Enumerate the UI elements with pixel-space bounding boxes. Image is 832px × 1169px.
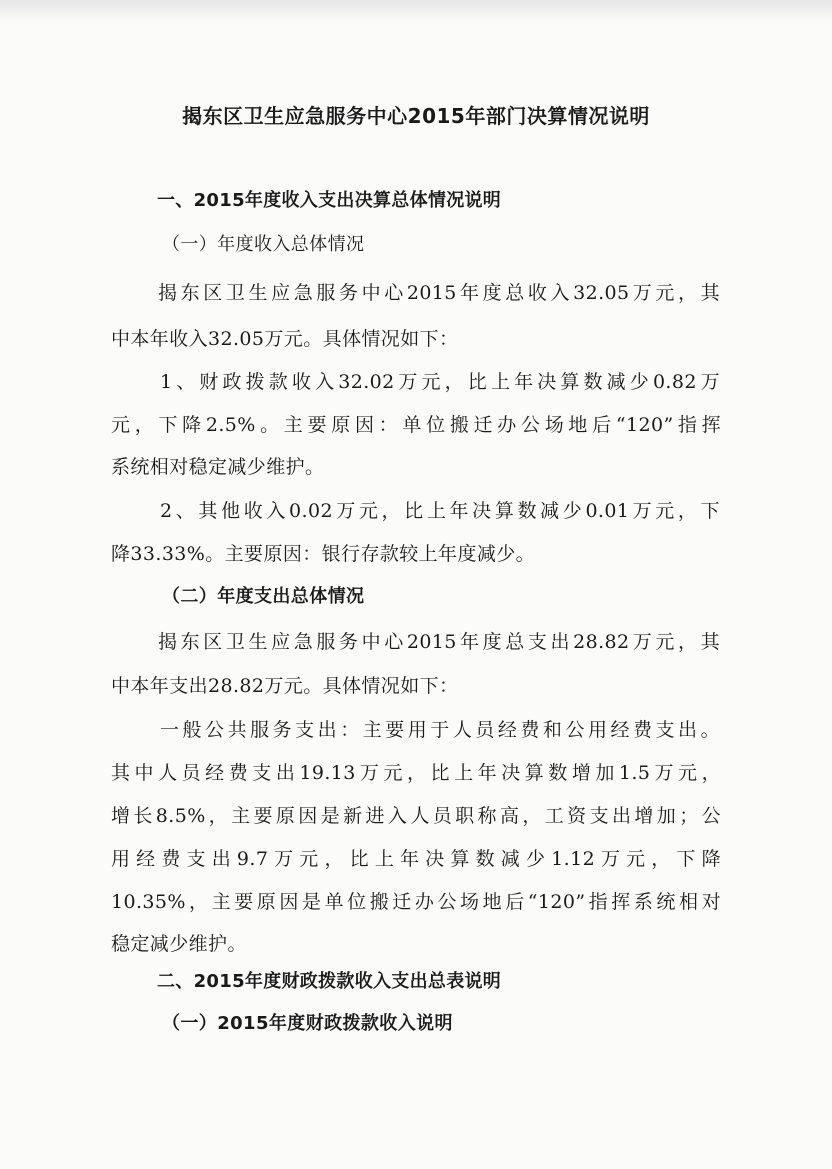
paragraph-line: 揭东区卫生应急服务中心2015年度总支出28.82万元，其 (158, 631, 720, 653)
paragraph-line: 1、财政拨款收入32.02万元，比上年决算数减少0.82万 (160, 371, 720, 393)
subsection-heading-income: （一）年度收入总体情况 (162, 234, 365, 255)
scan-edge (0, 0, 832, 22)
paragraph-line: 一般公共服务支出：主要用于人员经费和公用经费支出。 (160, 719, 720, 741)
section-heading-2: 二、2015年度财政拨款收入支出总表说明 (157, 971, 502, 992)
paragraph-line: 10.35%，主要原因是单位搬迁办公场地后“120”指挥系统相对 (111, 891, 721, 913)
paragraph-line: 其中人员经费支出19.13万元，比上年决算数增加1.5万元， (111, 762, 721, 784)
document-title: 揭东区卫生应急服务中心2015年部门决算情况说明 (182, 104, 650, 128)
subsection-heading-expenditure: （二）年度支出总体情况 (162, 586, 365, 607)
paragraph-line: 降33.33%。主要原因：银行存款较上年度减少。 (111, 543, 536, 565)
paragraph-line: 揭东区卫生应急服务中心2015年度总收入32.05万元，其 (158, 282, 720, 304)
paragraph-line: 中本年支出28.82万元。具体情况如下： (111, 675, 459, 697)
paragraph-line: 稳定减少维护。 (111, 933, 247, 955)
subsection-heading-fiscal-income: （一）2015年度财政拨款收入说明 (162, 1013, 453, 1034)
paragraph-line: 中本年收入32.05万元。具体情况如下： (111, 328, 459, 350)
paragraph-line: 系统相对稳定减少维护。 (111, 456, 325, 478)
paragraph-line: 增长8.5%，主要原因是新进入人员职称高，工资支出增加；公 (111, 805, 721, 827)
section-heading-1: 一、2015年度收入支出决算总体情况说明 (157, 190, 502, 211)
paragraph-line: 2、其他收入0.02万元，比上年决算数减少0.01万元，下 (160, 500, 720, 522)
paragraph-line: 元，下降2.5%。主要原因：单位搬迁办公场地后“120”指挥 (111, 414, 721, 436)
paragraph-line: 用经费支出9.7万元，比上年决算数减少1.12万元，下降 (111, 848, 721, 870)
